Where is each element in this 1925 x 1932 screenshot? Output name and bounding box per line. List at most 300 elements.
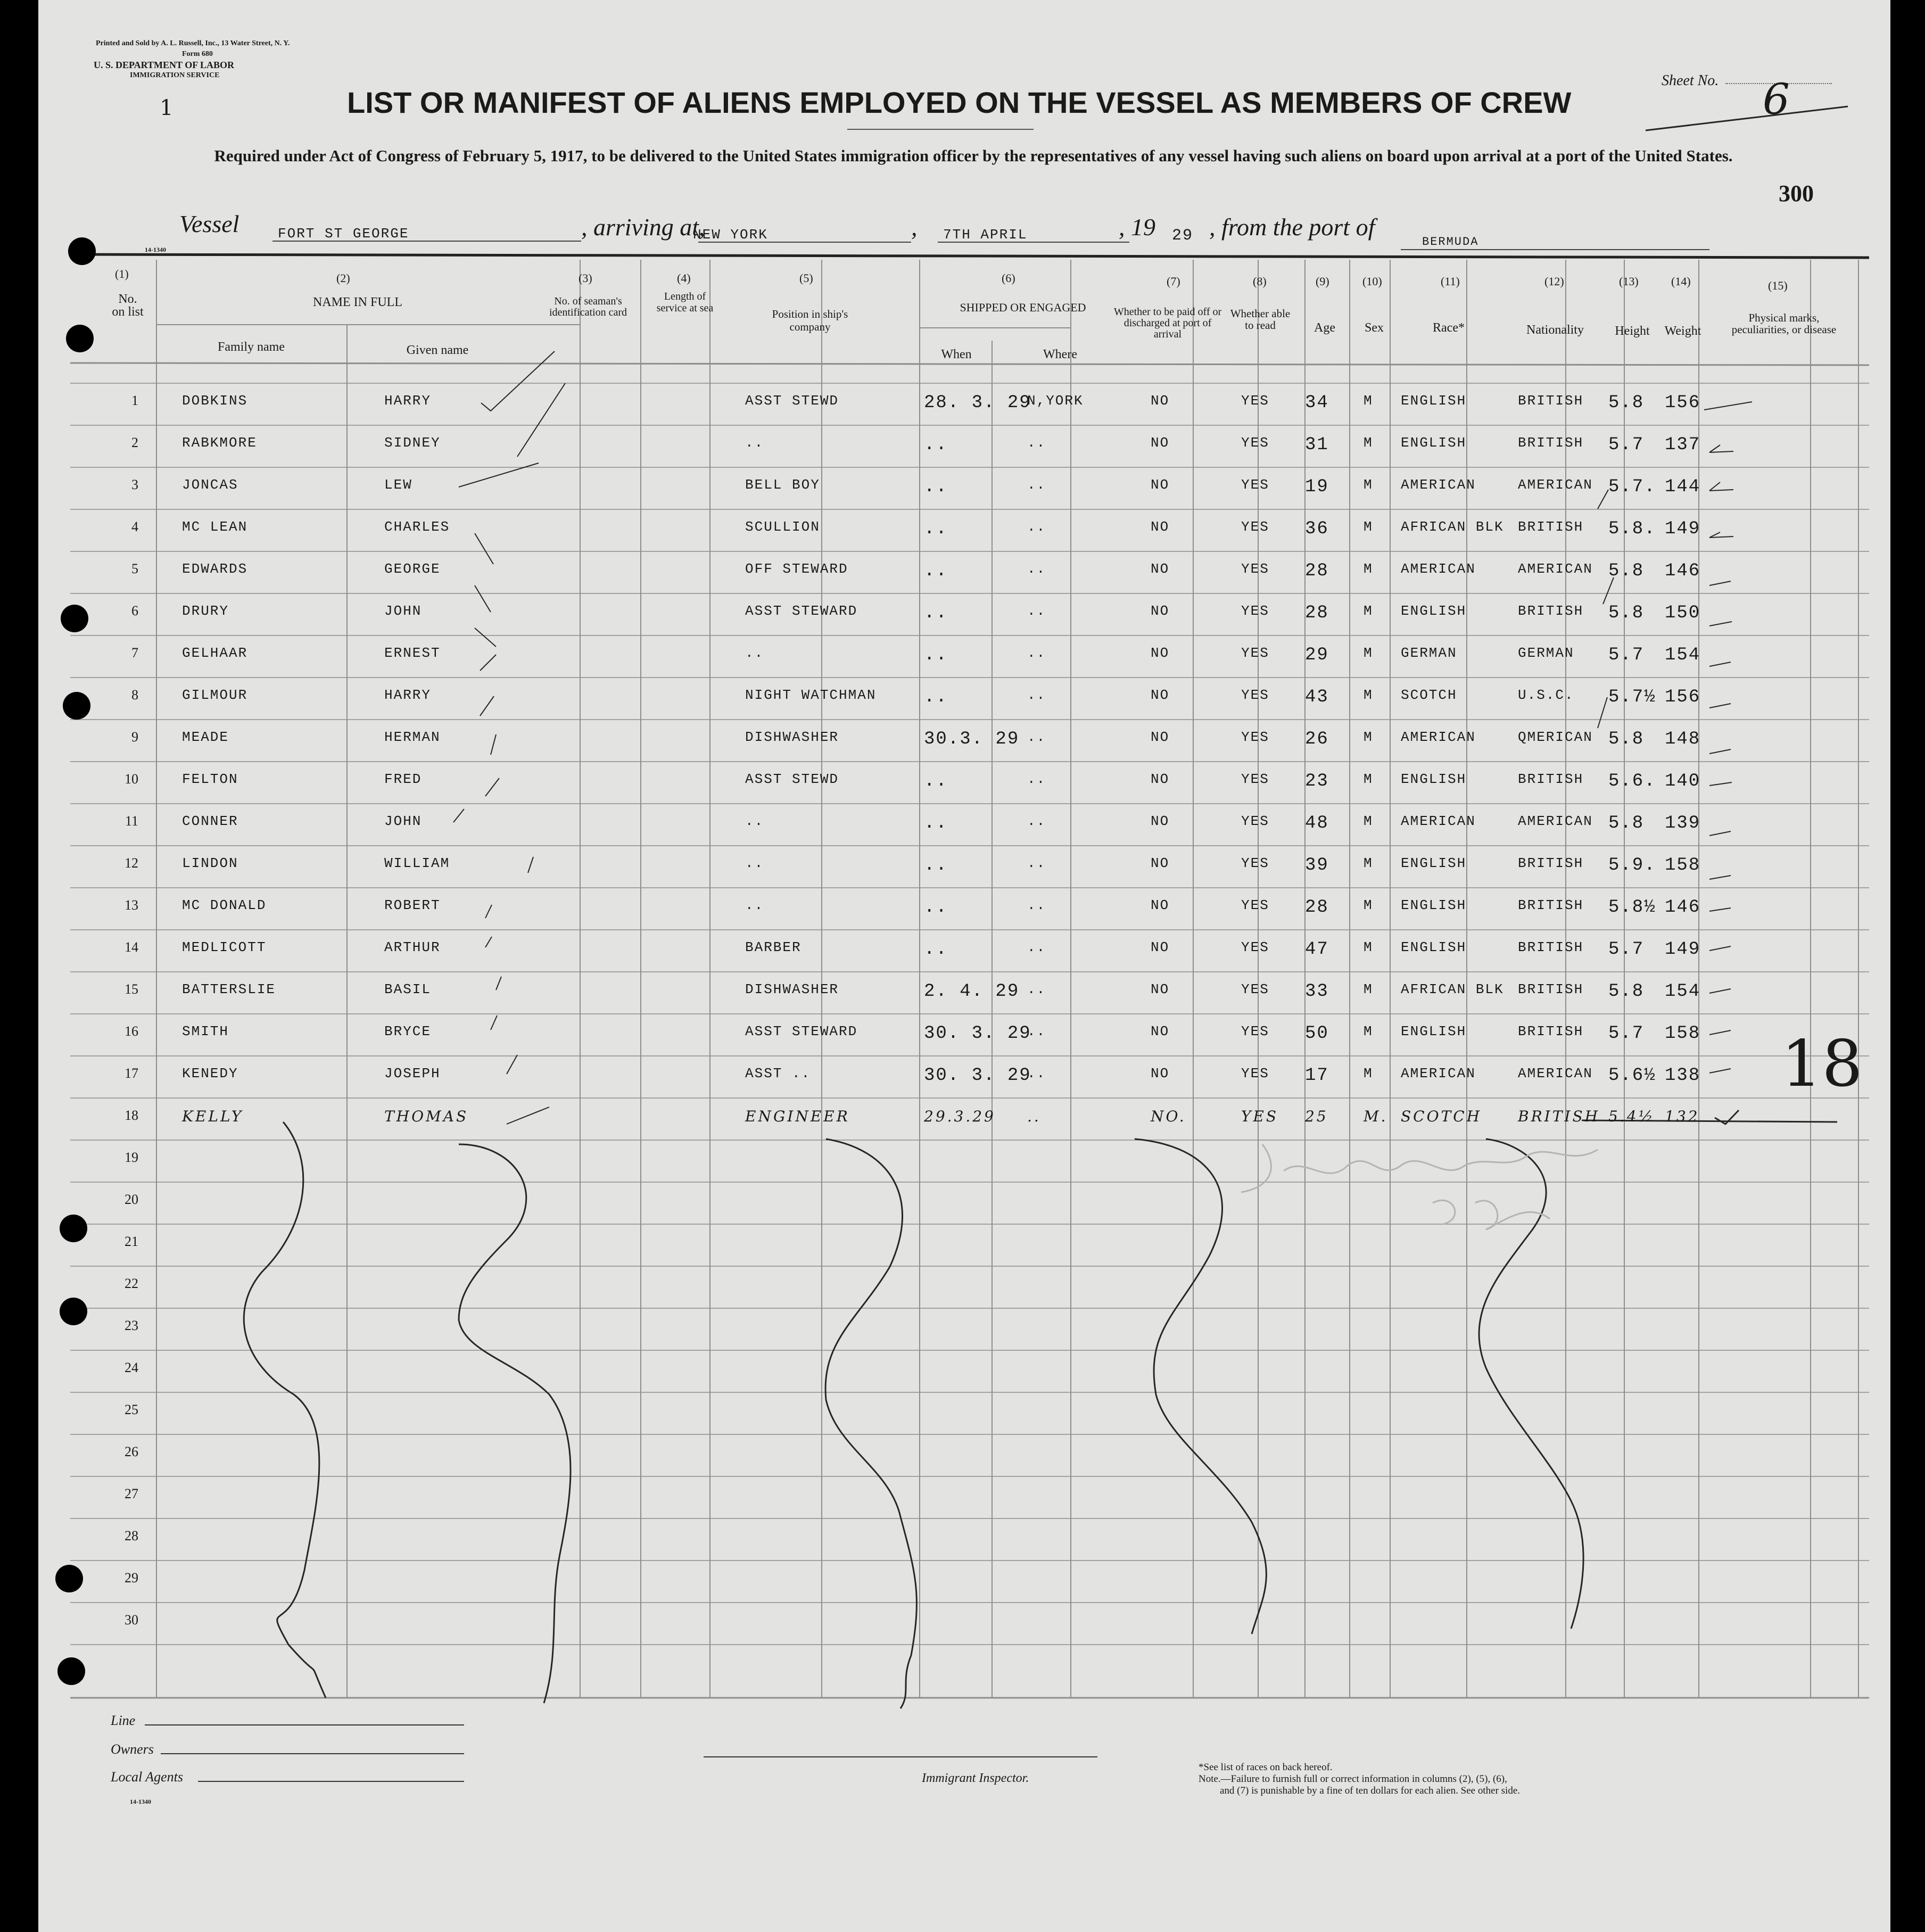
height: 5.7. — [1608, 477, 1656, 497]
col14-number: (14) — [1671, 275, 1691, 288]
sex: M — [1364, 813, 1373, 829]
position: .. — [745, 813, 764, 829]
line-number: 27 — [125, 1486, 138, 1501]
sex: M — [1364, 561, 1373, 577]
given-name: GEORGE — [384, 561, 441, 577]
page-subtitle: Required under Act of Congress of February 5, 1917, to be delivered to the United States immigration officer by the representatives of any vessel having such aliens on board upon arrival at a port of the United States. — [214, 146, 1733, 165]
shipped-where: .. — [1027, 981, 1046, 997]
line-number: 22 — [125, 1276, 138, 1291]
arrival-date: 7TH APRIL — [943, 227, 1028, 243]
shipped-where: .. — [1027, 1023, 1046, 1039]
year: 29 — [1172, 227, 1194, 245]
nationality: BRITISH — [1518, 435, 1584, 451]
shipped-when: .. — [924, 603, 948, 623]
weight: 138 — [1665, 1066, 1701, 1086]
nationality: BRITISH — [1518, 981, 1584, 997]
age: 31 — [1305, 435, 1329, 455]
arriving-port: NEW YORK — [693, 227, 768, 243]
age: 50 — [1305, 1023, 1329, 1044]
weight: 156 — [1665, 393, 1701, 413]
age: 25 — [1305, 1108, 1328, 1125]
age: 34 — [1305, 393, 1329, 413]
height: 5.8 — [1608, 561, 1645, 581]
family-name: JONCAS — [182, 477, 238, 493]
shipped-when: 30.3. 29 — [924, 729, 1020, 749]
races-note: *See list of races on back hereof. — [1199, 1762, 1333, 1773]
height: 5.8½ — [1608, 897, 1656, 918]
able-to-read: YES — [1241, 1023, 1269, 1039]
given-name: LEW — [384, 477, 412, 493]
race: ENGLISH — [1401, 393, 1467, 409]
owners-underline — [161, 1753, 464, 1754]
vessel-label: Vessel — [179, 210, 239, 237]
col8-header: Whether able to read — [1230, 307, 1291, 332]
sex: M — [1364, 771, 1373, 787]
sex: M — [1364, 939, 1373, 955]
weight: 139 — [1665, 813, 1701, 833]
shipped-when: .. — [924, 687, 948, 707]
col7-number: (7) — [1167, 275, 1180, 288]
height: 5.8 — [1608, 603, 1645, 623]
punch-hole — [61, 605, 88, 632]
paid-off: NO — [1151, 729, 1170, 745]
age: 47 — [1305, 939, 1329, 960]
weight: 146 — [1665, 897, 1701, 918]
row-number: 18 — [125, 1108, 138, 1123]
age: 17 — [1305, 1066, 1329, 1086]
vessel-name: FORT ST GEORGE — [278, 226, 409, 242]
col6-where-header: Where — [1043, 348, 1077, 361]
paid-off: NO — [1151, 855, 1170, 871]
nationality: BRITISH — [1518, 519, 1584, 535]
age: 43 — [1305, 687, 1329, 707]
family-name: FELTON — [182, 771, 238, 787]
sex: M — [1364, 729, 1373, 745]
sheet-label: Sheet No. — [1662, 72, 1719, 89]
col5-header: Position in ship's company — [772, 308, 848, 333]
given-name: BASIL — [384, 981, 432, 997]
shipped-when: .. — [924, 897, 948, 918]
family-name: GELHAAR — [182, 645, 248, 661]
shipped-when: .. — [924, 477, 948, 497]
age: 33 — [1305, 981, 1329, 1002]
row-number: 17 — [125, 1066, 138, 1081]
owners-label: Owners — [111, 1741, 154, 1757]
col8-number: (8) — [1253, 275, 1267, 288]
shipped-when: .. — [924, 561, 948, 581]
nationality: BRITISH — [1518, 393, 1584, 409]
race: ENGLISH — [1401, 897, 1467, 913]
col15-number: (15) — [1768, 279, 1788, 292]
line-underline — [145, 1724, 464, 1725]
port-line — [1401, 249, 1709, 250]
weight: 146 — [1665, 561, 1701, 581]
col3-header: No. of seaman's identification card — [549, 295, 627, 318]
sex: M — [1364, 897, 1373, 913]
paid-off: NO — [1151, 1066, 1170, 1081]
col4-number: (4) — [677, 271, 691, 285]
given-name: JOSEPH — [384, 1066, 441, 1081]
col13-header: Height — [1615, 324, 1650, 338]
race: ENGLISH — [1401, 855, 1467, 871]
race: AFRICAN BLK — [1401, 519, 1504, 535]
nationality: BRITISH — [1518, 1108, 1600, 1125]
family-name: EDWARDS — [182, 561, 248, 577]
shipped-when: 30. 3. 29 — [924, 1023, 1031, 1044]
weight: 140 — [1665, 771, 1701, 791]
nationality: QMERICAN — [1518, 729, 1593, 745]
nationality: BRITISH — [1518, 1023, 1584, 1039]
col11-header: Race* — [1433, 321, 1465, 335]
given-name: CHARLES — [384, 519, 450, 535]
given-name: FRED — [384, 771, 422, 787]
shipped-when: 2. 4. 29 — [924, 981, 1020, 1002]
height: 5.7 — [1608, 1023, 1645, 1044]
height: 5.7 — [1608, 645, 1645, 665]
age: 36 — [1305, 519, 1329, 539]
race: SCOTCH — [1401, 687, 1457, 703]
ruled-grid — [38, 0, 1890, 1932]
sex: M — [1364, 645, 1373, 661]
shipped-when: .. — [924, 813, 948, 833]
able-to-read: YES — [1241, 435, 1269, 451]
paid-off: NO — [1151, 813, 1170, 829]
position: .. — [745, 855, 764, 871]
from-label: , from the port of — [1209, 213, 1375, 241]
shipped-where: .. — [1027, 813, 1046, 829]
family-name: DOBKINS — [182, 393, 248, 409]
year-prefix: , 19 — [1119, 213, 1155, 241]
arriving-line — [698, 242, 911, 243]
given-name: HARRY — [384, 393, 432, 409]
col7-header: Whether to be paid off or discharged at port of arrival — [1113, 306, 1222, 340]
family-name: CONNER — [182, 813, 238, 829]
shipped-when: 28. 3. 29 — [924, 393, 1031, 413]
shipped-where: .. — [1027, 561, 1046, 577]
shipped-where: .. — [1027, 1066, 1046, 1081]
weight: 144 — [1665, 477, 1701, 497]
weight: 137 — [1665, 435, 1701, 455]
weight: 148 — [1665, 729, 1701, 749]
col12-number: (12) — [1544, 275, 1564, 288]
height: 5.8 — [1608, 393, 1645, 413]
line-number: 23 — [125, 1318, 138, 1333]
age: 23 — [1305, 771, 1329, 791]
paid-off: NO — [1151, 771, 1170, 787]
age: 28 — [1305, 561, 1329, 581]
shipped-where: .. — [1027, 1108, 1041, 1125]
col2-number: (2) — [336, 271, 350, 285]
shipped-when: 29.3.29 — [924, 1108, 996, 1125]
row-number: 2 — [131, 435, 138, 450]
sheet-number: 6 — [1763, 75, 1790, 124]
comma-sep: , — [911, 213, 918, 241]
able-to-read: YES — [1241, 1108, 1279, 1125]
given-name: JOHN — [384, 813, 422, 829]
col1-header: No. on list — [112, 292, 144, 319]
row-number: 16 — [125, 1023, 138, 1039]
position: BELL BOY — [745, 477, 820, 493]
given-name: ROBERT — [384, 897, 441, 913]
height: 5.6½ — [1608, 1066, 1656, 1086]
line-number: 28 — [125, 1528, 138, 1543]
paid-off: NO — [1151, 687, 1170, 703]
height: 5.8 — [1608, 981, 1645, 1002]
family-name: BATTERSLIE — [182, 981, 276, 997]
age: 29 — [1305, 645, 1329, 665]
position: .. — [745, 645, 764, 661]
shipped-when: .. — [924, 645, 948, 665]
age: 19 — [1305, 477, 1329, 497]
paid-off: NO — [1151, 981, 1170, 997]
weight: 149 — [1665, 519, 1701, 539]
position: OFF STEWARD — [745, 561, 848, 577]
paid-off: NO — [1151, 939, 1170, 955]
height: 5.8 — [1608, 813, 1645, 833]
able-to-read: YES — [1241, 645, 1269, 661]
family-name: MEDLICOTT — [182, 939, 267, 955]
height: 5.7 — [1608, 939, 1645, 960]
able-to-read: YES — [1241, 603, 1269, 619]
paid-off: NO — [1151, 435, 1170, 451]
given-name: JOHN — [384, 603, 422, 619]
family-name: SMITH — [182, 1023, 229, 1039]
position: ASST STEWD — [745, 771, 839, 787]
age: 26 — [1305, 729, 1329, 749]
vessel-line — [272, 241, 581, 242]
weight: 154 — [1665, 981, 1701, 1002]
race: AFRICAN BLK — [1401, 981, 1504, 997]
height: 5.7 — [1608, 435, 1645, 455]
agents-label: Local Agents — [111, 1769, 184, 1785]
col13-number: (13) — [1619, 275, 1639, 288]
given-name: SIDNEY — [384, 435, 441, 451]
position: .. — [745, 435, 764, 451]
position: ASST STEWD — [745, 393, 839, 409]
position: SCULLION — [745, 519, 820, 535]
col2-family-header: Family name — [218, 340, 285, 354]
punch-hole — [55, 1565, 83, 1592]
shipped-where: .. — [1027, 897, 1046, 913]
race: ENGLISH — [1401, 435, 1467, 451]
col9-header: Age — [1314, 321, 1335, 335]
shipped-where: .. — [1027, 519, 1046, 535]
form-number: Form 680 — [182, 50, 213, 58]
handwritten-total: 18 — [1781, 1027, 1863, 1101]
able-to-read: YES — [1241, 813, 1269, 829]
nationality: AMERICAN — [1518, 1066, 1593, 1081]
corner-mark: 1 — [160, 96, 174, 120]
race: GERMAN — [1401, 645, 1457, 661]
nationality: BRITISH — [1518, 603, 1584, 619]
shipped-where: .. — [1027, 855, 1046, 871]
punch-hole — [66, 325, 94, 352]
family-name: RABKMORE — [182, 435, 257, 451]
paid-off: NO — [1151, 477, 1170, 493]
row-number: 13 — [125, 897, 138, 913]
age: 48 — [1305, 813, 1329, 833]
height: 5.9. — [1608, 855, 1656, 876]
paid-off: NO — [1151, 645, 1170, 661]
weight: 150 — [1665, 603, 1701, 623]
line-number: 25 — [125, 1402, 138, 1417]
nationality: BRITISH — [1518, 771, 1584, 787]
race: ENGLISH — [1401, 771, 1467, 787]
col2-given-header: Given name — [406, 343, 469, 357]
family-name: MC DONALD — [182, 897, 267, 913]
shipped-when: .. — [924, 519, 948, 539]
nationality: AMERICAN — [1518, 813, 1593, 829]
shipped-when: .. — [924, 855, 948, 876]
able-to-read: YES — [1241, 519, 1269, 535]
height: 5.4½ — [1608, 1108, 1655, 1125]
position: BARBER — [745, 939, 802, 955]
weight: 158 — [1665, 855, 1701, 876]
shipped-where: .. — [1027, 939, 1046, 955]
punch-hole — [60, 1298, 87, 1325]
family-name: MC LEAN — [182, 519, 248, 535]
date-line — [938, 242, 1129, 243]
paid-off: NO — [1151, 393, 1170, 409]
height: 5.8. — [1608, 519, 1656, 539]
position: ASST STEWARD — [745, 1023, 858, 1039]
given-name: ERNEST — [384, 645, 441, 661]
nationality: AMERICAN — [1518, 561, 1593, 577]
shipped-where: .. — [1027, 771, 1046, 787]
col10-number: (10) — [1362, 275, 1382, 288]
family-name: DRURY — [182, 603, 229, 619]
nationality: BRITISH — [1518, 897, 1584, 913]
age: 28 — [1305, 897, 1329, 918]
height: 5.8 — [1608, 729, 1645, 749]
family-name: MEADE — [182, 729, 229, 745]
shipped-when: .. — [924, 939, 948, 960]
col3-number: (3) — [579, 271, 592, 285]
form-code-bottom: 14-1340 — [130, 1798, 151, 1805]
able-to-read: YES — [1241, 897, 1269, 913]
shipped-where: .. — [1027, 435, 1046, 451]
paid-off: NO — [1151, 897, 1170, 913]
line-number: 26 — [125, 1444, 138, 1459]
able-to-read: YES — [1241, 561, 1269, 577]
race: AMERICAN — [1401, 813, 1476, 829]
shipped-where: .. — [1027, 687, 1046, 703]
row-number: 3 — [131, 477, 138, 492]
row-number: 4 — [131, 519, 138, 534]
sex: M — [1364, 1066, 1373, 1081]
punch-hole — [57, 1657, 85, 1685]
position: ASST .. — [745, 1066, 811, 1081]
race: AMERICAN — [1401, 1066, 1476, 1081]
line-number: 21 — [125, 1234, 138, 1249]
race: AMERICAN — [1401, 729, 1476, 745]
row-number: 5 — [131, 561, 138, 576]
race: ENGLISH — [1401, 939, 1467, 955]
line-number: 30 — [125, 1612, 138, 1628]
row-number: 6 — [131, 603, 138, 618]
inspector-signature-line — [704, 1756, 1097, 1757]
departure-port: BERMUDA — [1422, 235, 1479, 249]
row-number: 14 — [125, 939, 138, 955]
col11-number: (11) — [1441, 275, 1460, 288]
sex: M — [1364, 855, 1373, 871]
printer-note: Printed and Sold by A. L. Russell, Inc., 13 Water Street, N. Y. — [96, 39, 290, 47]
nationality: GERMAN — [1518, 645, 1574, 661]
shipped-when: .. — [924, 771, 948, 791]
shipped-when: 30. 3. 29 — [924, 1066, 1031, 1086]
sex: M — [1364, 477, 1373, 493]
nationality: U.S.C. — [1518, 687, 1574, 703]
service: IMMIGRATION SERVICE — [130, 71, 220, 79]
punch-hole — [68, 237, 96, 265]
shipped-when: .. — [924, 435, 948, 455]
able-to-read: YES — [1241, 393, 1269, 409]
given-name: HERMAN — [384, 729, 441, 745]
arriving-label: , arriving at, — [581, 213, 705, 241]
shipped-where: N,YORK — [1027, 393, 1084, 409]
able-to-read: YES — [1241, 729, 1269, 745]
shipped-where: .. — [1027, 645, 1046, 661]
form-code-top: 14-1340 — [145, 246, 166, 253]
height: 5.7½ — [1608, 687, 1656, 707]
row-number: 10 — [125, 771, 138, 787]
row-number: 9 — [131, 729, 138, 745]
line-label: Line — [111, 1713, 136, 1728]
stamp-number: 300 — [1779, 180, 1814, 207]
weight: 158 — [1665, 1023, 1701, 1044]
weight: 149 — [1665, 939, 1701, 960]
sex: M — [1364, 519, 1373, 535]
col6-when-header: When — [941, 348, 972, 361]
age: 28 — [1305, 603, 1329, 623]
sex: M — [1364, 393, 1373, 409]
line-number: 20 — [125, 1192, 138, 1207]
inspector-label: Immigrant Inspector. — [922, 1771, 1029, 1785]
col9-number: (9) — [1316, 275, 1329, 288]
sex: M — [1364, 1023, 1373, 1039]
race: ENGLISH — [1401, 1023, 1467, 1039]
fine-note-2: and (7) is punishable by a fine of ten dollars for each alien. See other side. — [1220, 1785, 1521, 1796]
shipped-where: .. — [1027, 477, 1046, 493]
position: ASST STEWARD — [745, 603, 858, 619]
paid-off: NO — [1151, 561, 1170, 577]
sex: M — [1364, 435, 1373, 451]
sex: M. — [1364, 1108, 1388, 1125]
given-name: THOMAS — [384, 1108, 469, 1125]
row-number: 8 — [131, 687, 138, 703]
able-to-read: YES — [1241, 855, 1269, 871]
sex: M — [1364, 687, 1373, 703]
manifest-sheet — [38, 0, 1890, 1932]
weight: 132 — [1665, 1108, 1700, 1125]
weight: 154 — [1665, 645, 1701, 665]
punch-hole — [60, 1215, 87, 1242]
col6-header: SHIPPED OR ENGAGED — [960, 301, 1086, 314]
shipped-where: .. — [1027, 729, 1046, 745]
able-to-read: YES — [1241, 687, 1269, 703]
given-name: ARTHUR — [384, 939, 441, 955]
race: SCOTCH — [1401, 1108, 1482, 1125]
able-to-read: YES — [1241, 981, 1269, 997]
sex: M — [1364, 981, 1373, 997]
family-name: GILMOUR — [182, 687, 248, 703]
col15-header: Physical marks, peculiarities, or disease — [1731, 311, 1837, 336]
col4-header: Length of service at sea — [656, 291, 714, 314]
col12-header: Nationality — [1526, 323, 1584, 337]
agents-underline — [198, 1781, 464, 1782]
able-to-read: YES — [1241, 939, 1269, 955]
given-name: BRYCE — [384, 1023, 432, 1039]
